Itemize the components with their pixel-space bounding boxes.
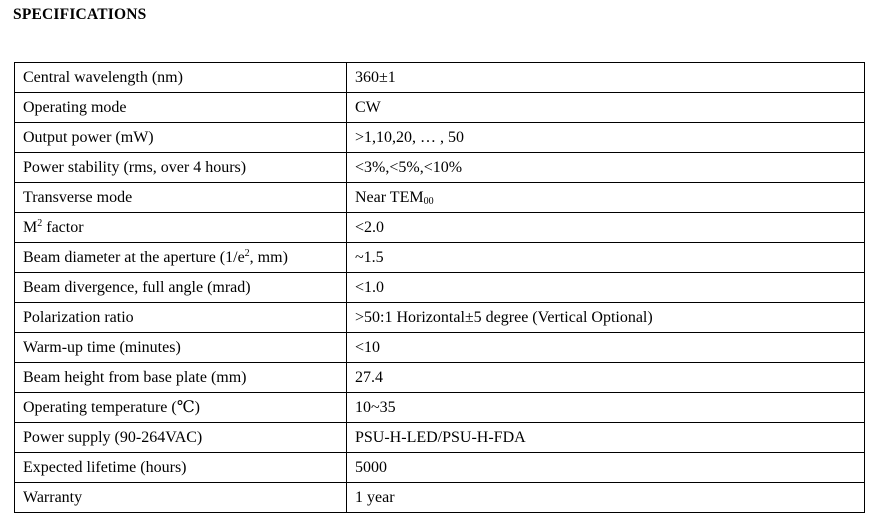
parameter-cell	[15, 123, 347, 153]
parameter-cell	[15, 453, 347, 483]
parameter-cell	[15, 333, 347, 363]
parameter-cell	[15, 303, 347, 333]
parameter-value: <10	[355, 338, 381, 356]
table-row	[15, 423, 865, 453]
parameter-label: Polarization ratio	[23, 308, 134, 326]
parameter-label: Power stability (rms, over 4 hours)	[23, 158, 247, 176]
parameter-superscript: 2	[37, 217, 43, 229]
value-cell	[347, 423, 865, 453]
parameter-value: <3%,<5%,<10%	[355, 158, 463, 176]
parameter-label: Output power (mW)	[23, 128, 154, 146]
value-cell	[347, 63, 865, 93]
parameter-value: >1,10,20, … , 50	[355, 128, 465, 146]
parameter-value: >50:1 Horizontal±5 degree (Vertical Optional)	[355, 308, 653, 326]
table-row	[15, 63, 865, 93]
value-cell	[347, 93, 865, 123]
parameter-cell	[15, 183, 347, 213]
parameter-label: Warm-up time (minutes)	[23, 338, 181, 356]
parameter-label: Power supply (90-264VAC)	[23, 428, 203, 446]
parameter-label: Beam height from base plate (mm)	[23, 368, 247, 386]
value-cell	[347, 123, 865, 153]
parameter-value: 27.4	[355, 368, 383, 386]
parameter-value: 5000	[355, 458, 387, 476]
value-cell	[347, 213, 865, 243]
parameter-value: <1.0	[355, 278, 385, 296]
value-cell	[347, 393, 865, 423]
parameter-cell	[15, 423, 347, 453]
value-subscript: 00	[423, 195, 434, 207]
parameter-label: Beam diameter at the aperture (1/e	[23, 248, 245, 266]
table-row	[15, 213, 865, 243]
parameter-label: Beam divergence, full angle (mrad)	[23, 278, 251, 296]
parameter-label-suffix: , mm)	[249, 248, 288, 266]
value-cell	[347, 183, 865, 213]
value-cell	[347, 333, 865, 363]
parameter-label: Transverse mode	[23, 188, 133, 206]
parameter-cell	[15, 393, 347, 423]
value-cell	[347, 363, 865, 393]
value-cell	[347, 303, 865, 333]
parameter-value: PSU-H-LED/PSU-H-FDA	[355, 428, 526, 446]
parameter-cell	[15, 63, 347, 93]
parameter-value: <2.0	[355, 218, 385, 236]
parameter-value: 1 year	[355, 488, 395, 506]
value-cell	[347, 483, 865, 513]
parameter-label: M	[23, 218, 38, 236]
parameter-label: Operating mode	[23, 98, 127, 116]
table-row	[15, 483, 865, 513]
parameter-label: Operating temperature (℃)	[23, 398, 200, 416]
parameter-value: CW	[355, 98, 381, 116]
table-row	[15, 153, 865, 183]
parameter-cell	[15, 273, 347, 303]
value-cell	[347, 243, 865, 273]
parameter-superscript: 2	[244, 247, 250, 259]
table-row	[15, 243, 865, 273]
table-row	[15, 303, 865, 333]
parameter-cell	[15, 243, 347, 273]
parameter-cell	[15, 363, 347, 393]
table-row	[15, 93, 865, 123]
parameter-value: 360±1	[355, 68, 396, 86]
table-row	[15, 183, 865, 213]
section-heading: SPECIFICATIONS	[13, 6, 147, 23]
value-cell	[347, 273, 865, 303]
parameter-value: Near TEM	[355, 188, 424, 206]
specifications-table	[14, 62, 865, 513]
table-row	[15, 393, 865, 423]
parameter-label: Central wavelength (nm)	[23, 68, 183, 86]
parameter-value: ~1.5	[355, 248, 384, 266]
value-cell	[347, 453, 865, 483]
table-row	[15, 333, 865, 363]
table-row	[15, 453, 865, 483]
parameter-cell	[15, 483, 347, 513]
parameter-cell	[15, 213, 347, 243]
parameter-cell	[15, 153, 347, 183]
parameter-label-suffix: factor	[42, 218, 84, 236]
table-row	[15, 273, 865, 303]
parameter-label: Expected lifetime (hours)	[23, 458, 187, 476]
parameter-label: Warranty	[23, 488, 83, 506]
parameter-value: 10~35	[355, 398, 396, 416]
table-row	[15, 123, 865, 153]
table-row	[15, 363, 865, 393]
parameter-cell	[15, 93, 347, 123]
value-cell	[347, 153, 865, 183]
specifications-table-body	[15, 63, 865, 513]
